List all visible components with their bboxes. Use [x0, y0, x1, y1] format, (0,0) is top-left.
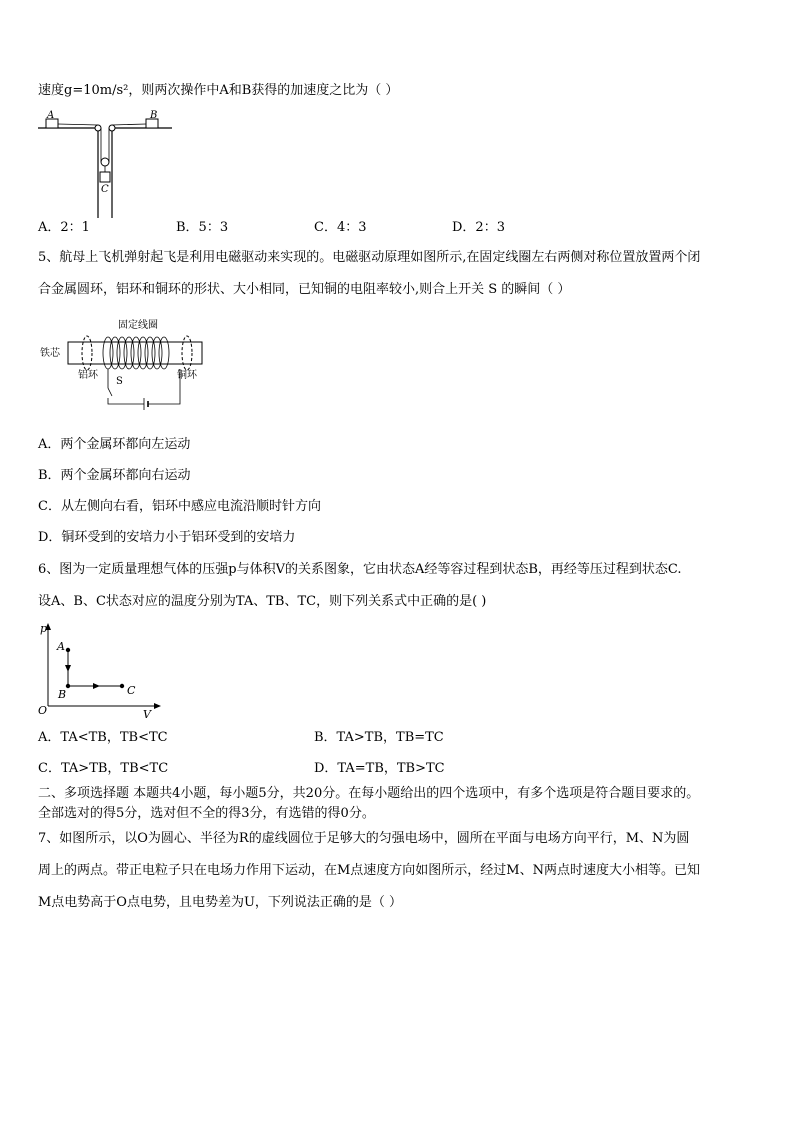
q6-origin: O — [38, 704, 48, 717]
q6-axis-p: p — [40, 622, 48, 635]
q6-axis-v: V — [143, 708, 151, 721]
q5-option-d: D．铜环受到的安培力小于铝环受到的安培力 — [38, 530, 296, 545]
q4-label-a: A — [47, 110, 55, 121]
q4-pulley-figure — [38, 110, 178, 220]
q6-label-b: B — [58, 688, 67, 701]
q4-option-d: D．2：3 — [452, 220, 505, 235]
q6-option-a: A．TA<TB，TB<TC — [38, 730, 168, 745]
q6-stem-line2: 设A、B、C状态对应的温度分别为TA、TB、TC，则下列关系式中正确的是( ) — [38, 594, 487, 609]
q6-option-b: B．TA>TB，TB=TC — [314, 730, 444, 745]
q5-stem-line1: 5、航母上飞机弹射起飞是利用电磁驱动来实现的。电磁驱动原理如图所示,在固定线圈左右两侧对称位置放置两个闭 — [38, 250, 701, 265]
section2-line1: 二、多项选择题 本题共4小题，每小题5分，共20分。在每小题给出的四个选项中，有多个选项是符合题目要求的。 — [38, 786, 700, 801]
q5-label-switch: S — [116, 376, 123, 387]
q4-stem-tail: 速度g=10m/s²，则两次操作中A和B获得的加速度之比为（ ） — [38, 83, 399, 98]
q5-label-al-ring: 铝环 — [78, 370, 98, 381]
q7-stem-line3: M点电势高于O点电势，且电势差为U，下列说法正确的是（ ） — [38, 895, 403, 910]
q4-label-c: C — [101, 184, 109, 195]
section2-line2: 全部选对的得5分，选对但不全的得3分，有选错的得0分。 — [38, 806, 375, 821]
q5-label-cu-ring: 铜环 — [177, 370, 197, 381]
q6-pv-diagram — [38, 620, 168, 720]
q6-option-d: D．TA=TB，TB>TC — [314, 761, 445, 776]
q4-option-c: C．4：3 — [314, 220, 367, 235]
q4-option-a: A．2：1 — [38, 220, 90, 235]
q5-option-c: C．从左侧向右看，铝环中感应电流沿顺时针方向 — [38, 499, 321, 514]
q7-stem-line2: 周上的两点。带正电粒子只在电场力作用下运动，在M点速度方向如图所示，经过M、N两点时速度大小相等。已知 — [38, 863, 700, 878]
q6-label-c: C — [127, 684, 136, 697]
q7-stem-line1: 7、如图所示，以O为圆心、半径为R的虚线圆位于足够大的匀强电场中，圆所在平面与电场方向平行，M、N为圆 — [38, 831, 690, 846]
q5-coil-figure — [40, 318, 210, 413]
q4-option-b: B．5：3 — [176, 220, 229, 235]
q5-option-a: A．两个金属环都向左运动 — [38, 437, 191, 452]
q6-label-a: A — [57, 640, 65, 653]
q5-option-b: B．两个金属环都向右运动 — [38, 468, 191, 483]
q6-stem-line1: 6、图为一定质量理想气体的压强p与体积V的关系图象，它由状态A经等容过程到状态B，再经等压过程到状态C. — [38, 562, 682, 577]
q5-label-coil: 固定线圈 — [118, 320, 158, 331]
q6-option-c: C．TA>TB，TB<TC — [38, 761, 169, 776]
q5-stem-line2: 合金属圆环，铝环和铜环的形状、大小相同，已知铜的电阻率较小,则合上开关 S 的瞬间（ ） — [38, 282, 571, 297]
q4-label-b: B — [150, 110, 158, 121]
q5-label-core: 铁芯 — [40, 348, 60, 359]
